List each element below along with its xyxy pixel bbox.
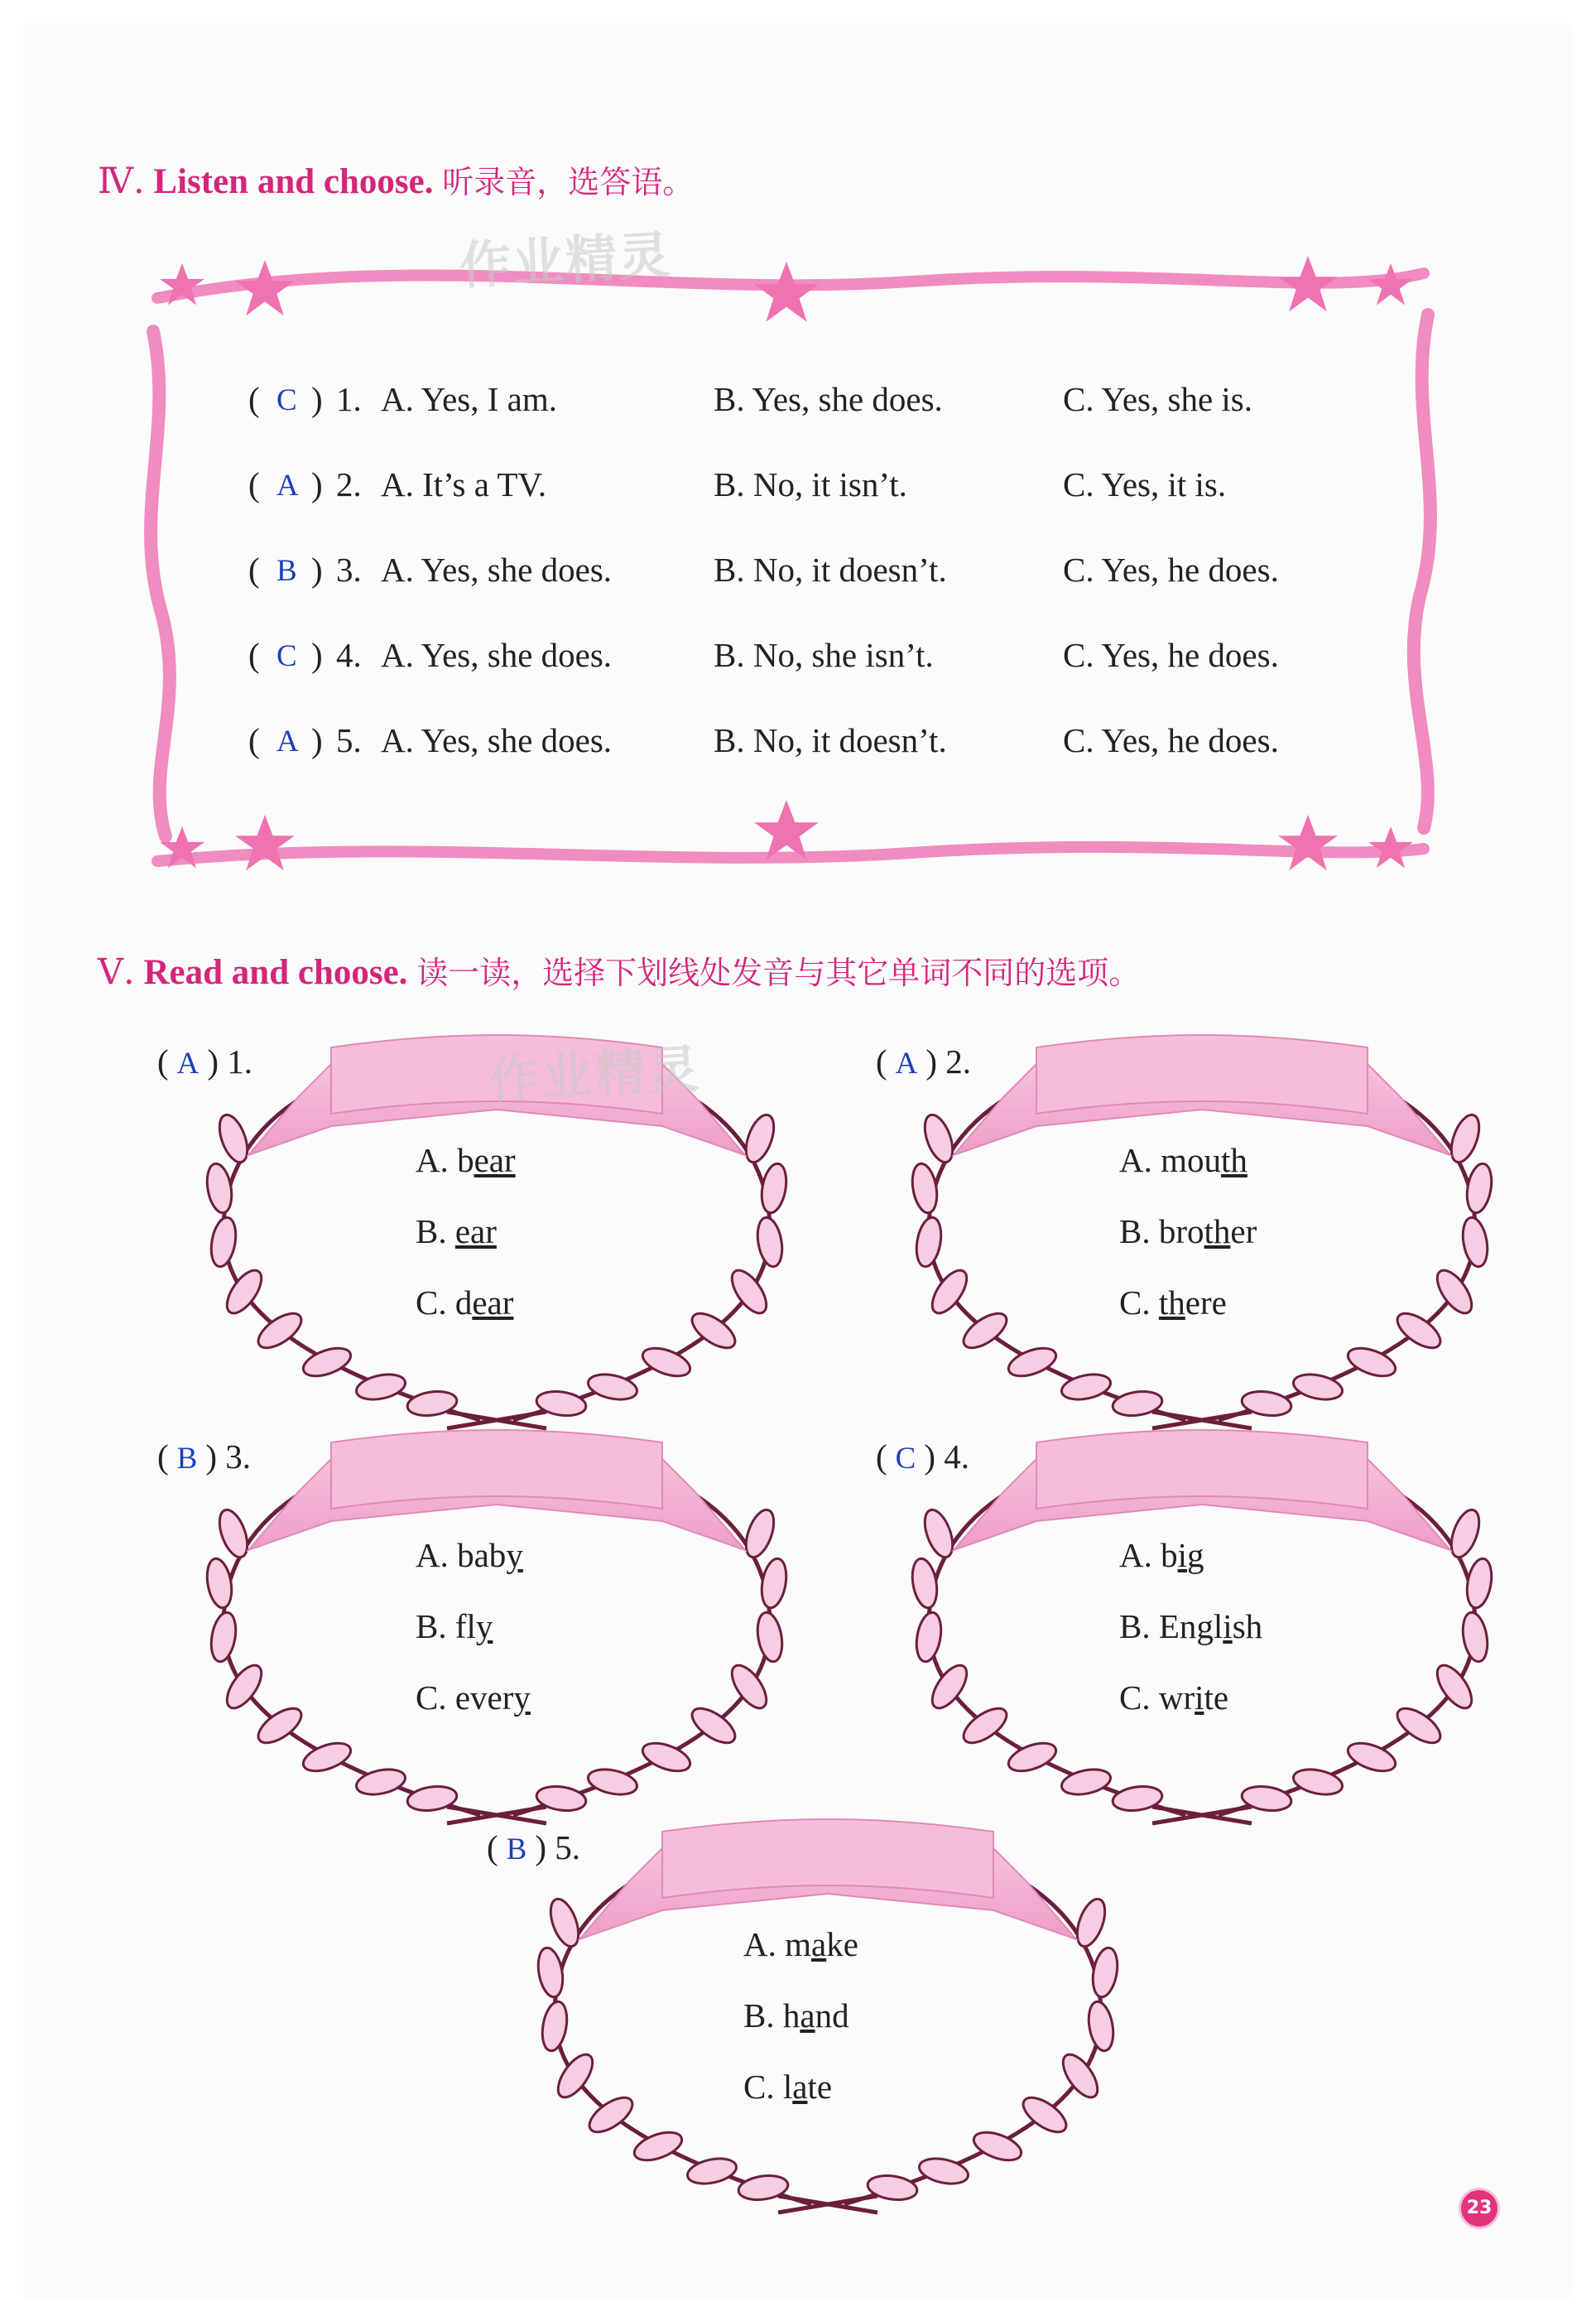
section-5-title-zh: 读一读，选择下划线处发音与其它单词不同的选项。 bbox=[416, 955, 1141, 991]
option-b: B. No, it doesn’t. bbox=[714, 551, 947, 589]
read-question-3-label: ( B ) 3. bbox=[157, 1437, 251, 1476]
question-number: 1. bbox=[336, 380, 362, 418]
option-b: B. ear bbox=[416, 1212, 497, 1250]
option-a: A. Yes, she does. bbox=[381, 636, 613, 674]
option-a: A. baby bbox=[416, 1536, 523, 1574]
option-c: C. there bbox=[1119, 1283, 1227, 1322]
read-question-5-options bbox=[743, 1909, 858, 2122]
option-a: A. It’s a TV. bbox=[381, 465, 547, 503]
question-number: 1. bbox=[227, 1043, 253, 1081]
question-number: 2. bbox=[945, 1043, 972, 1081]
read-question-1-options bbox=[416, 1124, 516, 1338]
option-c: C. Yes, he does. bbox=[1063, 551, 1279, 589]
watermark: 作业精灵 bbox=[458, 224, 674, 296]
read-question-4-options bbox=[1119, 1519, 1262, 1733]
option-b: B. Yes, she does. bbox=[714, 380, 943, 418]
option-a: A. bear bbox=[416, 1141, 516, 1179]
option-c: C. Yes, it is. bbox=[1063, 465, 1227, 503]
answer-value: B bbox=[506, 1832, 527, 1866]
answer-value: B bbox=[176, 1442, 198, 1476]
read-question-2-options bbox=[1119, 1124, 1257, 1338]
option-b: B. No, it isn’t. bbox=[714, 465, 907, 503]
answer-value: A bbox=[895, 1047, 918, 1081]
option-b: B. No, it doesn’t. bbox=[714, 721, 947, 759]
option-a: A. Yes, I am. bbox=[381, 380, 557, 418]
option-c: C. Yes, he does. bbox=[1063, 721, 1279, 759]
answer-value: C bbox=[895, 1442, 916, 1476]
option-a: A. mouth bbox=[1119, 1141, 1247, 1179]
read-question-3-options bbox=[416, 1519, 531, 1733]
page-number: 23 bbox=[1459, 2188, 1500, 2229]
read-question-1-label: ( A ) 1. bbox=[157, 1043, 253, 1081]
option-c: C. dear bbox=[416, 1283, 514, 1322]
option-c: C. late bbox=[743, 2068, 833, 2106]
answer-value: B bbox=[276, 554, 297, 588]
answer-value: C bbox=[276, 383, 297, 417]
question-number: 5. bbox=[336, 721, 362, 759]
section-4-title-zh: 听录音，选答语。 bbox=[442, 164, 695, 200]
section-5-heading bbox=[98, 951, 1141, 993]
answer-value: A bbox=[276, 469, 299, 503]
read-question-5-label: ( B ) 5. bbox=[487, 1828, 580, 1866]
option-b: B. hand bbox=[743, 1996, 849, 2034]
option-a: A. big bbox=[1119, 1536, 1204, 1574]
section-5-roman: Ⅴ. bbox=[98, 951, 135, 993]
question-number: 2. bbox=[336, 465, 362, 503]
answer-value: A bbox=[176, 1047, 200, 1081]
answer-value: A bbox=[276, 725, 299, 758]
question-number: 4. bbox=[336, 636, 362, 674]
question-number: 5. bbox=[555, 1828, 580, 1866]
option-c: C. write bbox=[1119, 1678, 1229, 1717]
option-a: A. Yes, she does. bbox=[381, 721, 613, 759]
section-4-heading bbox=[98, 161, 695, 202]
option-b: B. fly bbox=[416, 1607, 493, 1645]
option-c: C. Yes, he does. bbox=[1063, 636, 1279, 674]
read-question-2-label: ( A ) 2. bbox=[876, 1043, 972, 1081]
question-number: 3. bbox=[336, 551, 362, 589]
question-number: 4. bbox=[944, 1437, 969, 1476]
option-a: A. Yes, she does. bbox=[381, 551, 613, 589]
section-5-title-en: Read and choose. bbox=[143, 953, 408, 992]
option-b: B. No, she isn’t. bbox=[714, 636, 934, 674]
option-a: A. make bbox=[743, 1925, 858, 1963]
option-c: C. Yes, she is. bbox=[1063, 380, 1252, 418]
watermark: 作业精灵 bbox=[487, 1038, 703, 1110]
section-4-title-en: Listen and choose. bbox=[153, 162, 434, 201]
answer-value: C bbox=[276, 639, 297, 673]
question-number: 3. bbox=[225, 1437, 251, 1476]
read-question-4-label: ( C ) 4. bbox=[876, 1437, 969, 1476]
option-c: C. every bbox=[416, 1678, 531, 1717]
section-4-roman: Ⅳ. bbox=[98, 161, 145, 202]
option-b: B. brother bbox=[1119, 1212, 1257, 1250]
option-b: B. English bbox=[1119, 1607, 1263, 1645]
